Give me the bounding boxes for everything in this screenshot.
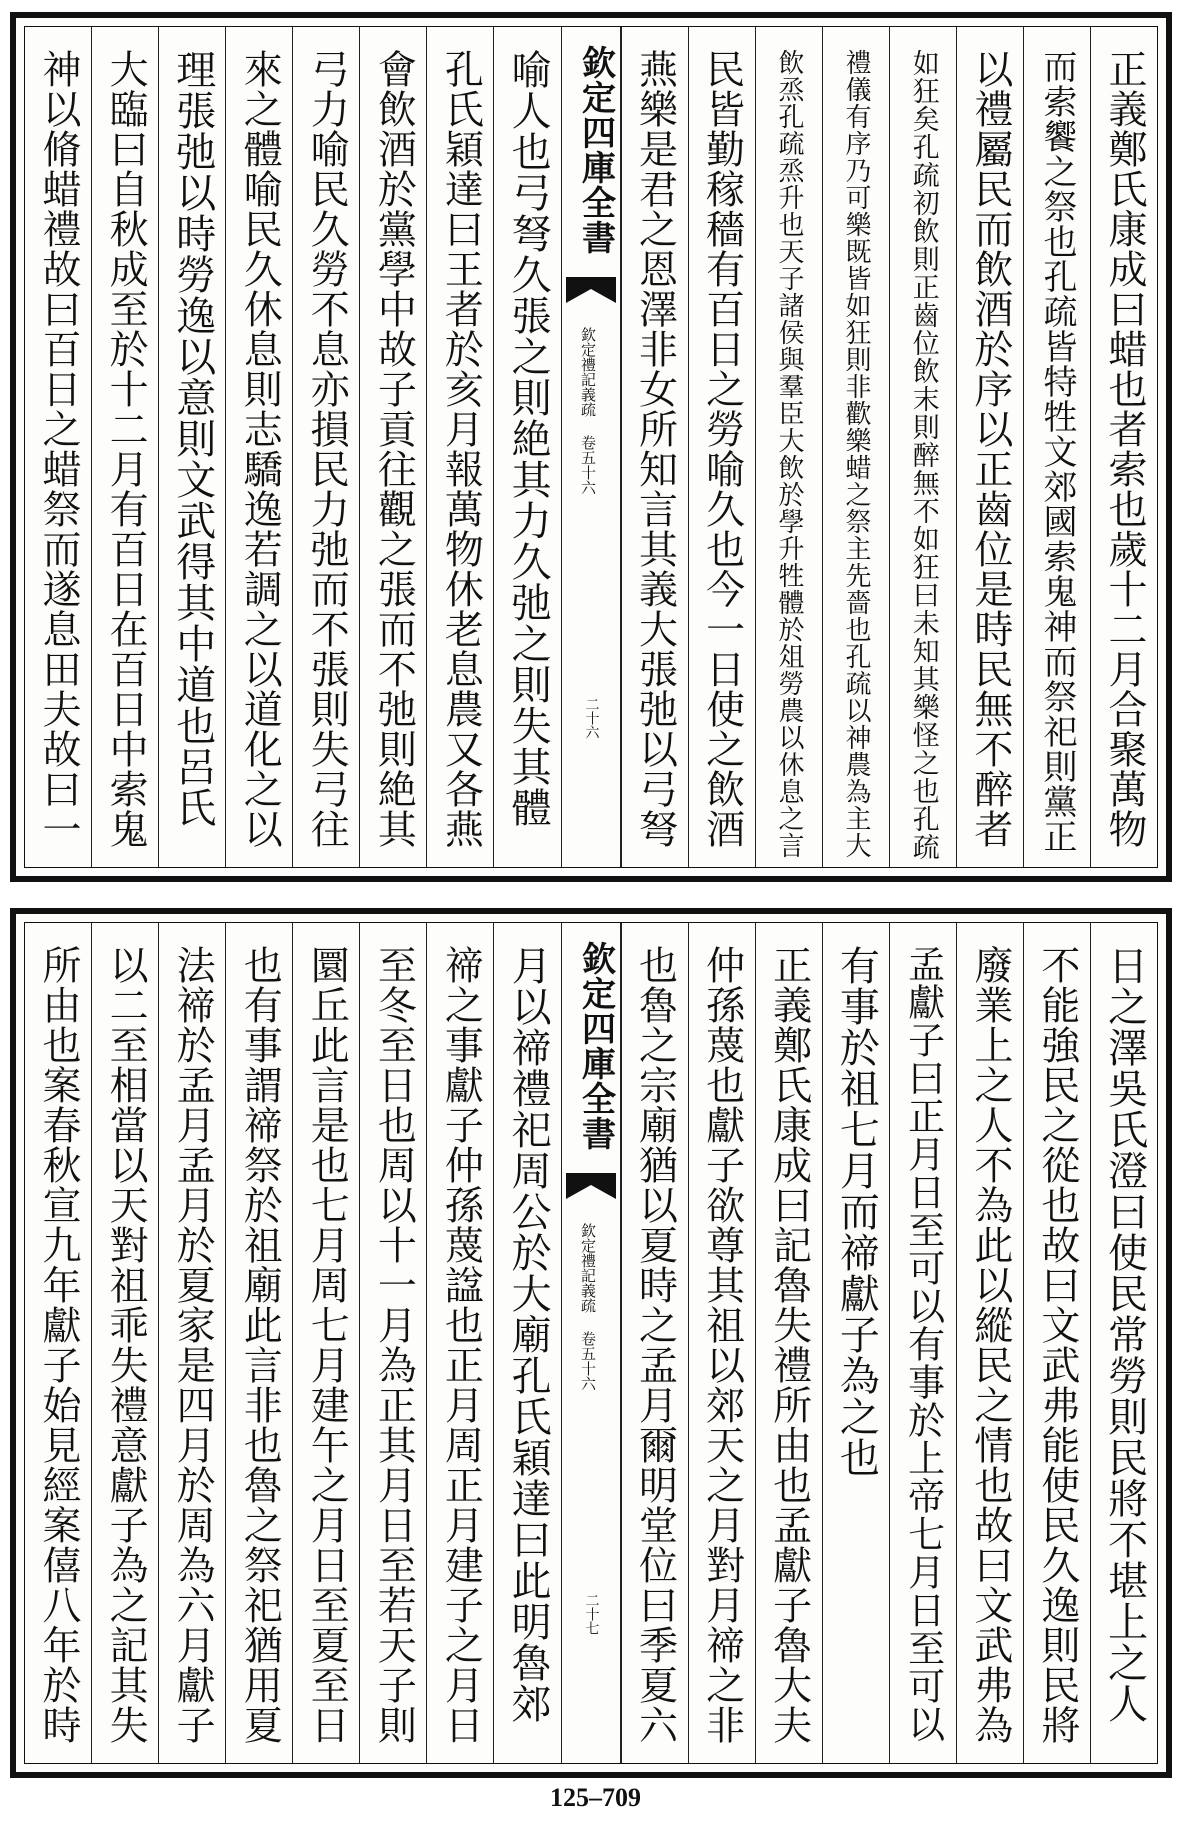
text-column bbox=[755, 27, 822, 867]
text-column bbox=[755, 923, 822, 1763]
text-column bbox=[1023, 923, 1090, 1763]
text-column bbox=[889, 27, 956, 867]
column-text: 孔氏穎達曰王者於亥月報萬物休老息農又各燕 bbox=[438, 49, 484, 849]
column-text: 日之澤吳氏澄曰使民常勞則民將不堪上之人 bbox=[1101, 945, 1148, 1724]
column-grid-lower bbox=[24, 922, 1158, 1764]
text-column bbox=[822, 923, 889, 1763]
text-column bbox=[292, 27, 359, 867]
column-text: 燕樂是君之恩澤非女所知言其義大張弛以弓弩 bbox=[632, 49, 678, 849]
column-text: 法禘於孟月孟月於夏家是四月於周為六月獻子 bbox=[170, 945, 216, 1745]
text-column bbox=[621, 923, 688, 1763]
text-column bbox=[956, 923, 1023, 1763]
column-text: 以二至相當以天對祖乖失禮意獻子為之記其失 bbox=[103, 945, 149, 1745]
text-column bbox=[426, 923, 493, 1763]
column-text: 喻人也弓弩久張之則絶其力久弛之則失其體 bbox=[505, 49, 552, 828]
text-column bbox=[91, 923, 158, 1763]
column-text: 正義鄭氏康成曰記魯失禮所由也孟獻子魯大夫 bbox=[766, 945, 812, 1745]
fishtail-mark-icon bbox=[562, 275, 620, 305]
column-text: 神以脩蜡禮故曰百日之蜡祭而遂息田夫故曰一 bbox=[36, 49, 82, 849]
column-text: 禮儀有序乃可樂既皆如狂則非歡樂蜡之祭主先嗇也孔疏以神農為主大 bbox=[841, 49, 872, 859]
column-text: 仲孫蔑也獻子欲尊其祖以郊天之月對月禘之非 bbox=[699, 945, 745, 1745]
text-column bbox=[158, 27, 225, 867]
text-column bbox=[493, 923, 560, 1763]
volume-label: 欽定禮記義疏 卷五十六 bbox=[579, 1223, 597, 1391]
text-column bbox=[688, 923, 755, 1763]
text-column bbox=[426, 27, 493, 867]
column-text: 而索饗之祭也孔疏皆特牲文郊國索鬼神而祭祀則黨正 bbox=[1036, 49, 1077, 854]
text-column bbox=[225, 27, 292, 867]
fishtail-mark-icon bbox=[562, 1171, 620, 1201]
text-column bbox=[621, 27, 688, 867]
column-text: 以禮屬民而飲酒於序以正齒位是時民無不醉者 bbox=[967, 49, 1013, 849]
column-text: 有事於祖七月而禘獻子為之也 bbox=[833, 945, 880, 1478]
folio-number: 二十六 bbox=[583, 697, 600, 739]
text-column bbox=[25, 27, 91, 867]
column-text: 圜丘此言是也七月周七月建午之月日至夏至日 bbox=[304, 945, 350, 1745]
column-grid-upper bbox=[24, 26, 1158, 868]
volume-label: 欽定禮記義疏 卷五十六 bbox=[579, 327, 597, 495]
book-title: 欽定四庫全書 bbox=[575, 941, 616, 1151]
column-text: 會飲酒於黨學中故子貢往觀之張而不弛則絶其 bbox=[371, 49, 417, 849]
column-text: 理張弛以時勞逸以意則文武得其中道也呂氏 bbox=[169, 49, 216, 828]
center-fold bbox=[561, 27, 621, 867]
column-text: 也魯之宗廟猶以夏時之孟月爾明堂位曰季夏六 bbox=[632, 945, 678, 1745]
column-text: 大臨曰自秋成至於十二月有百日在百日中索鬼 bbox=[103, 49, 149, 849]
text-column bbox=[91, 27, 158, 867]
book-title: 欽定四庫全書 bbox=[575, 45, 616, 255]
column-text: 正義鄭氏康成曰蜡也者索也歲十二月合聚萬物 bbox=[1101, 49, 1147, 849]
column-text: 孟獻子曰正月日至可以有事於上帝七月日至可以 bbox=[901, 945, 945, 1743]
column-text: 廢業上之人不為此以縱民之情也故曰文武弗為 bbox=[967, 945, 1013, 1745]
text-column bbox=[1090, 27, 1157, 867]
text-column bbox=[158, 923, 225, 1763]
text-column bbox=[359, 923, 426, 1763]
column-text: 民皆勤稼穡有百日之勞喻久也今一日使之飲酒 bbox=[699, 49, 745, 849]
text-column bbox=[956, 27, 1023, 867]
column-text: 至冬至日也周以十一月為正其月日至若天子則 bbox=[371, 945, 417, 1745]
text-column bbox=[359, 27, 426, 867]
text-column bbox=[225, 923, 292, 1763]
text-column bbox=[822, 27, 889, 867]
folio-number: 二十七 bbox=[583, 1593, 600, 1635]
column-text: 如狂矣孔疏初飲則正齒位飲末則醉無不如狂曰未知其樂怪之也孔疏 bbox=[907, 49, 939, 861]
text-column bbox=[889, 923, 956, 1763]
page-lower bbox=[10, 908, 1172, 1778]
center-fold bbox=[561, 923, 621, 1763]
column-text: 禘之事獻子仲孫蔑諡也正月周正月建子之月日 bbox=[438, 945, 484, 1745]
column-text: 月以禘禮祀周公於大廟孔氏穎達曰此明魯郊 bbox=[505, 945, 552, 1724]
text-column bbox=[25, 923, 91, 1763]
column-text: 飲烝孔疏烝升也天子諸侯與羣臣大飲於學升牲體於俎勞農以休息之言 bbox=[773, 49, 804, 859]
column-text: 不能強民之從也故曰文武弗能使民久逸則民將 bbox=[1034, 945, 1080, 1745]
text-column bbox=[688, 27, 755, 867]
column-text: 也有事謂禘祭於祖廟此言非也魯之祭祀猶用夏 bbox=[237, 945, 283, 1745]
text-column bbox=[292, 923, 359, 1763]
column-text: 所由也案春秋宣九年獻子始見經案僖八年於時 bbox=[36, 945, 82, 1745]
page-upper bbox=[10, 12, 1172, 882]
text-column bbox=[1090, 923, 1157, 1763]
column-text: 來之體喻民久休息則志驕逸若調之以道化之以 bbox=[237, 49, 283, 849]
text-column bbox=[1023, 27, 1090, 867]
text-column bbox=[493, 27, 560, 867]
page-number-footer: 125–709 bbox=[550, 1783, 641, 1812]
column-text: 弓力喻民久勞不息亦損民力弛而不張則失弓往 bbox=[304, 49, 350, 849]
